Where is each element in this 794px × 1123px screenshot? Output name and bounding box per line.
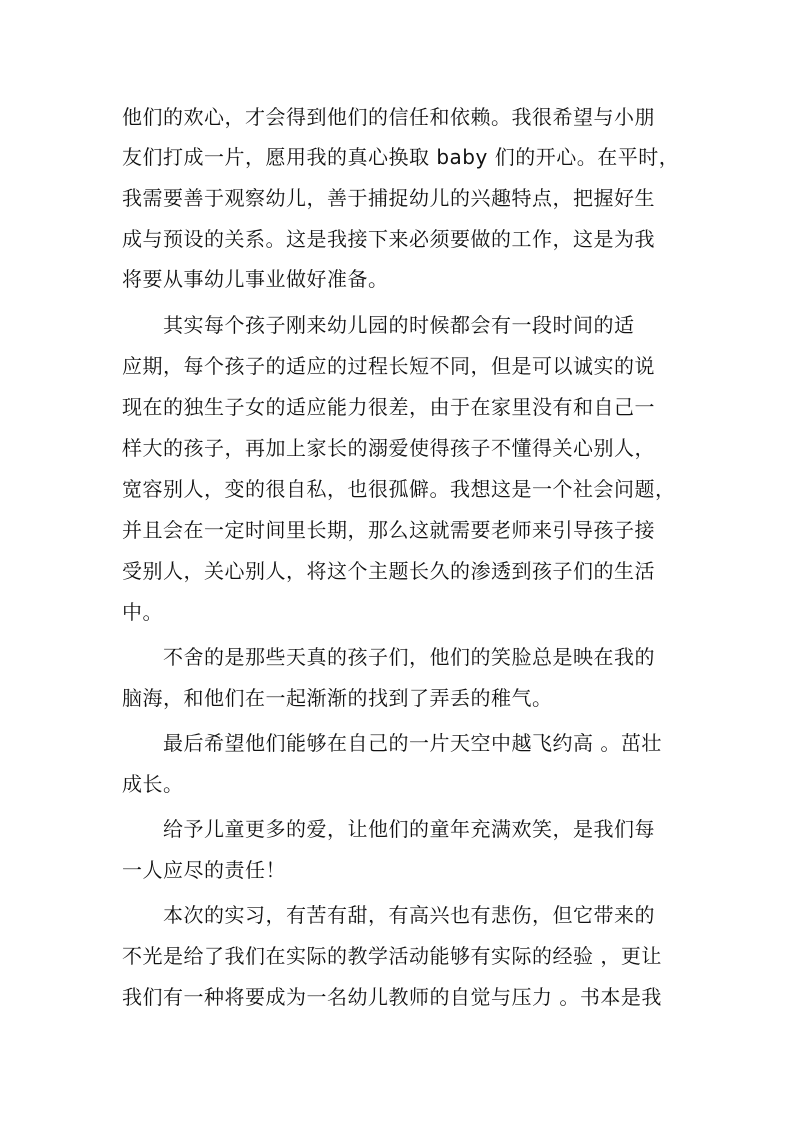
paragraph-2-line-6: 并且会在一定时间里长期，那么这就需要老师来引导孩子接 bbox=[122, 518, 655, 542]
paragraph-4-line-1: 最后希望他们能够在自己的一片天空中越飞约高 。茁壮 bbox=[163, 731, 662, 755]
paragraph-1-line-5: 将要从事幼儿事业做好准备。 bbox=[122, 267, 389, 291]
paragraph-6-line-2: 不光是给了我们在实际的教学活动能够有实际的经验 ，更让 bbox=[122, 944, 662, 968]
paragraph-6-line-1: 本次的实习，有苦有甜，有高兴也有悲伤，但它带来的 bbox=[163, 903, 655, 927]
paragraph-4-line-2: 成长。 bbox=[122, 772, 184, 796]
paragraph-1-line-2: 友们打成一片，愿用我的真心换取 baby 们的开心。在平时， bbox=[122, 145, 680, 169]
paragraph-1-line-3: 我需要善于观察幼儿，善于捕捉幼儿的兴趣特点，把握好生 bbox=[122, 186, 655, 210]
paragraph-3-line-1: 不舍的是那些天真的孩子们，他们的笑脸总是映在我的 bbox=[163, 645, 655, 669]
paragraph-6-line-3: 我们有一种将要成为一名幼儿教师的自觉与压力 。书本是我 bbox=[122, 985, 662, 1009]
paragraph-3-line-2: 脑海，和他们在一起渐渐的找到了弄丢的稚气。 bbox=[122, 686, 553, 710]
paragraph-5-line-1: 给予儿童更多的爱，让他们的童年充满欢笑，是我们每 bbox=[163, 817, 655, 841]
paragraph-2-line-7: 受别人，关心别人，将这个主题长久的渗透到孩子们的生活 bbox=[122, 559, 655, 583]
paragraph-2-line-4: 样大的孩子，再加上家长的溺爱使得孩子不懂得关心别人， bbox=[122, 436, 655, 460]
paragraph-1-line-4: 成与预设的关系。这是我接下来必须要做的工作，这是为我 bbox=[122, 227, 655, 251]
paragraph-1-line-1: 他们的欢心，才会得到他们的信任和依赖。我很希望与小朋 bbox=[122, 105, 655, 129]
paragraph-2-line-2: 应期，每个孩子的适应的过程长短不同，但是可以诚实的说 bbox=[122, 354, 655, 378]
paragraph-2-line-1: 其实每个孩子刚来幼儿园的时候都会有一段时间的适 bbox=[163, 313, 635, 337]
paragraph-5-line-2: 一人应尽的责任！ bbox=[122, 858, 286, 882]
paragraph-2-line-8: 中。 bbox=[122, 600, 163, 624]
paragraph-2-line-5: 宽容别人，变的很自私，也很孤僻。我想这是一个社会问题， bbox=[122, 477, 676, 501]
paragraph-2-line-3: 现在的独生子女的适应能力很差，由于在家里没有和自己一 bbox=[122, 395, 655, 419]
